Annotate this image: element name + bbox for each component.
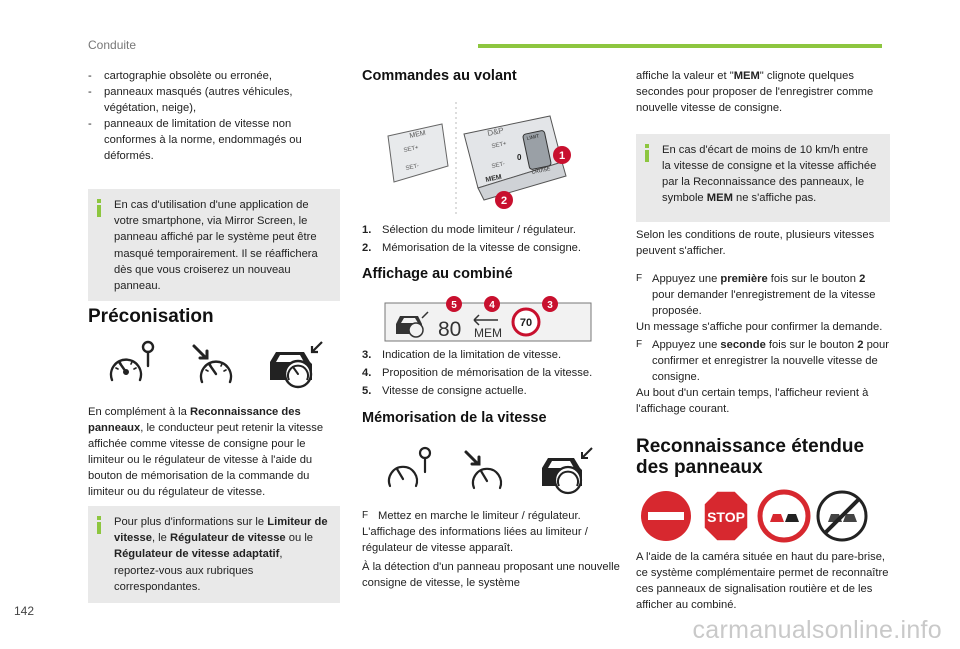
no-overtaking-sign (760, 492, 808, 540)
steering-stalk-illustration (380, 96, 580, 216)
stalk-legend (362, 222, 612, 258)
svg-text:1: 1 (558, 150, 566, 162)
stop-sign (704, 491, 748, 541)
info-icon (97, 199, 101, 217)
info-icon (645, 144, 649, 162)
obstruction-list (88, 68, 340, 164)
svg-text:LIMIT: LIMIT (526, 133, 540, 142)
callout-5 (446, 296, 462, 312)
info-icon (97, 516, 101, 534)
col3-final-paragraph: A l'aide de la caméra située en haut du pare-brise, ce système complémentaire permet de reconnaître ces panneaux de signalisation routière et de les afficher au combiné. (636, 551, 889, 611)
memorisation-icons (386, 446, 594, 496)
svg-text:5: 5 (451, 300, 457, 311)
callout-3 (542, 296, 558, 312)
list-item: 2. Mémorisation de la vitesse de consigne. (362, 242, 581, 254)
paragraph: Selon les conditions de route, plusieurs vitesses peuvent s'afficher. (636, 229, 875, 257)
speedometer-down-arrow-icon (194, 346, 231, 382)
list-item: F Mettez en marche le limiteur / régulateur. (362, 510, 581, 522)
svg-text:2: 2 (500, 195, 508, 207)
section-accent-bar (478, 44, 882, 48)
svg-text:SET-: SET- (491, 161, 506, 170)
list-item: 3. Indication de la limitation de vitesse. (362, 349, 562, 361)
svg-text:3: 3 (547, 300, 553, 311)
no-entry-sign (641, 491, 691, 541)
info-note-more-info: Pour plus d'informations sur le Limiteur de vitesse, le Régulateur de vitesse ou le Régulateur de vitesse adaptatif, reportez-vous aux rubriques correspondantes. (88, 506, 340, 603)
heading-reconnaissance-etendue: Reconnaissance étendue des panneaux (636, 436, 865, 478)
paragraph: À la détection d'un panneau proposant une nouvelle consigne de vitesse, le système (362, 561, 620, 589)
svg-text:CRUISE: CRUISE (531, 166, 551, 176)
svg-text:STOP: STOP (707, 509, 745, 525)
road-signs-row (640, 488, 890, 548)
speedometer-down-arrow-icon (466, 452, 501, 488)
preconisation-icons (106, 340, 330, 390)
note-text: En cas d'utilisation d'une application de votre smartphone, via Mirror Screen, le panneau affiché par le système peut être masqué temporairement. Il se réaffichera dès que vous croiserez un nouveau panneau. (114, 199, 318, 293)
memorisation-text (362, 508, 620, 591)
list-item: 4. Proposition de mémorisation de la vitesse. (362, 367, 593, 379)
page-number: 142 (14, 604, 35, 618)
car-speedometer-icon (270, 342, 322, 387)
callout-4 (484, 296, 500, 312)
paragraph: Un message s'affiche pour confirmer la demande. (636, 321, 883, 333)
display-legend (362, 347, 616, 401)
svg-text:70: 70 (519, 317, 533, 329)
svg-text:MEM: MEM (484, 173, 503, 184)
list-item: F Appuyez une première fois sur le bouton 2 pour demander l'enregistrement de la vitesse proposée. (636, 273, 876, 317)
info-note-ecart: En cas d'écart de moins de 10 km/h entre la vitesse de consigne et la vitesse affichée par la Reconnaissance des panneaux, le symbole MEM ne s'affiche pas. (636, 134, 890, 222)
callout-2 (495, 191, 513, 209)
stalk-diagram (388, 102, 566, 214)
car-speedometer-icon (542, 448, 592, 493)
info-note-mirror-screen (88, 189, 340, 301)
displayed-speed: 80 (438, 318, 462, 341)
callout-1 (553, 146, 571, 164)
speedometer-memory-icon (389, 448, 430, 486)
heading-affichage-combine: Affichage au combiné (362, 266, 513, 282)
svg-text:4: 4 (489, 300, 495, 311)
list-item: - panneaux de limitation de vitesse non conformes à la norme, endommagés ou déformés. (88, 116, 340, 164)
svg-text:SET+: SET+ (403, 144, 420, 154)
preconisation-paragraph: En complément à la Reconnaissance des panneaux, le conducteur peut retenir la vitesse affichée comme vitesse de consigne pour le limiteur ou le régulateur de vitesse à l'aide du bouton de mémorisation de la commande du limiteur ou du régulateur de vitesse. (88, 406, 324, 498)
col3-body (636, 227, 890, 417)
list-item: - cartographie obsolète ou erronée, (88, 68, 340, 84)
col3-paragraph-1: affiche la valeur et "MEM" clignote quelques secondes pour proposer de l'enregistrer comme nouvelle vitesse de consigne. (636, 70, 874, 114)
svg-text:SET+: SET+ (491, 140, 508, 150)
speedometer-memory-icon (111, 342, 153, 380)
paragraph: Au bout d'un certain temps, l'afficheur revient à l'affichage courant. (636, 387, 869, 415)
section-title: Conduite (88, 38, 137, 52)
svg-text:D&P: D&P (486, 125, 505, 138)
end-no-overtaking-sign (818, 492, 866, 540)
svg-text:MEM: MEM (408, 129, 427, 140)
list-item: 1. Sélection du mode limiteur / régulateur. (362, 224, 577, 236)
heading-preconisation: Préconisation (88, 306, 214, 327)
paragraph: L'affichage des informations liées au limiteur / régulateur de vitesse apparaît. (362, 526, 588, 554)
list-item: - panneaux masqués (autres véhicules, végétation, neige), (88, 84, 340, 116)
heading-commandes-volant: Commandes au volant (362, 68, 517, 84)
list-item: 5. Vitesse de consigne actuelle. (362, 385, 527, 397)
list-item: F Appuyez une seconde fois sur le bouton 2 pour confirmer et enregistrer la nouvelle vitesse de consigne. (636, 339, 889, 383)
cluster-display-illustration (384, 294, 592, 342)
mem-indicator: MEM (474, 326, 502, 340)
watermark: carmanualsonline.info (692, 616, 942, 644)
svg-text:0: 0 (517, 153, 522, 162)
svg-text:SET-: SET- (405, 163, 420, 172)
heading-memorisation: Mémorisation de la vitesse (362, 410, 547, 426)
